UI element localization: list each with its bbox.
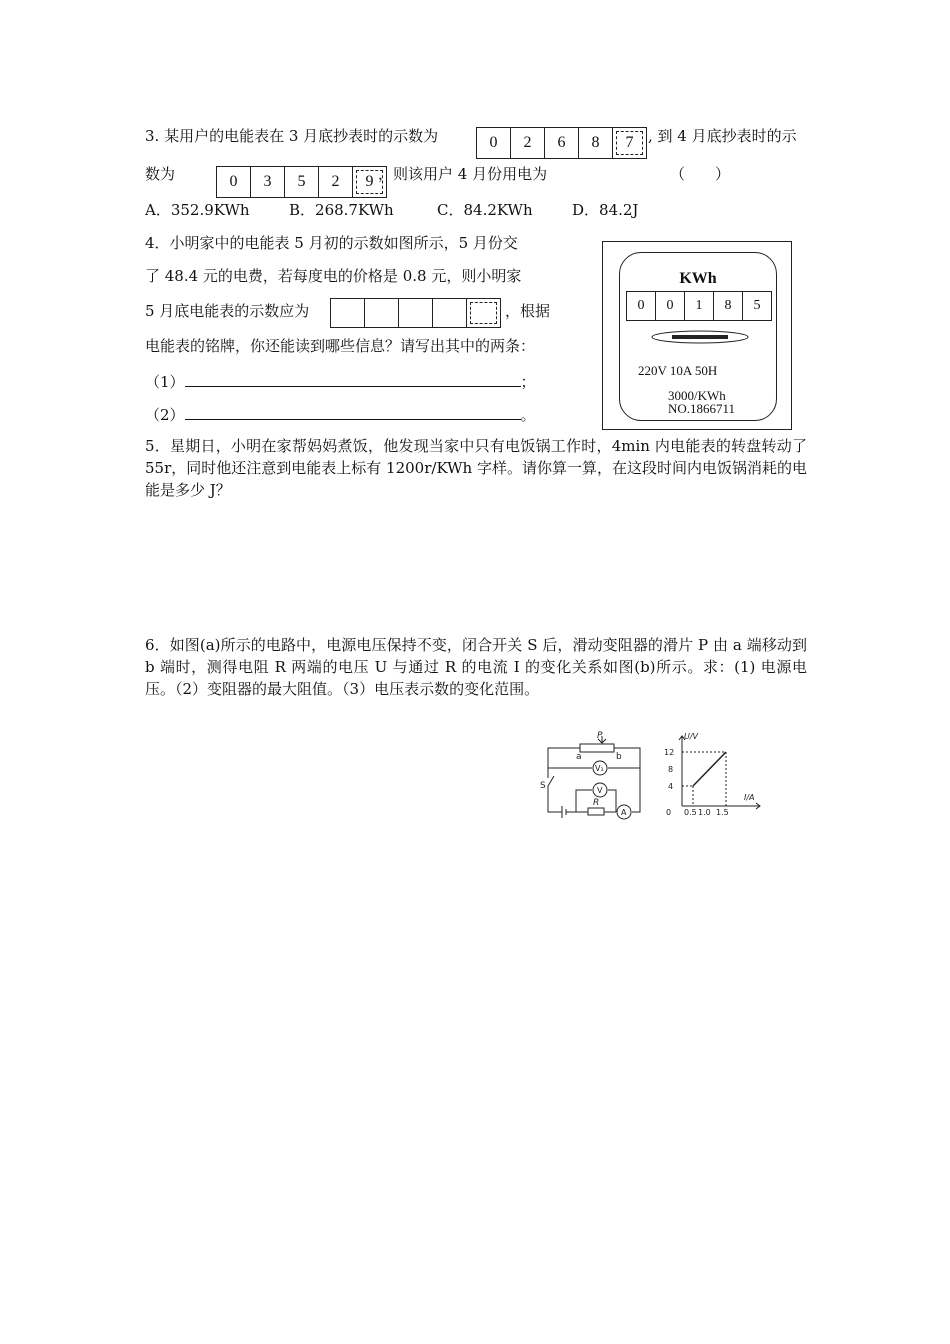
label-p: P bbox=[597, 731, 603, 741]
label-v: V bbox=[597, 786, 603, 795]
x-axis-label: I/A bbox=[744, 793, 755, 802]
option-a: A．352.9KWh bbox=[145, 201, 250, 219]
q4-answer-2 bbox=[145, 403, 536, 425]
digit: 8 bbox=[714, 292, 743, 320]
meter-unit: KWh bbox=[679, 270, 717, 287]
blank-digit[interactable] bbox=[365, 299, 399, 327]
march-meter-reading bbox=[476, 127, 647, 159]
decimal-digit: 7 bbox=[613, 128, 646, 158]
q3-line2-prefix: 数为 bbox=[145, 165, 176, 183]
label-r: R bbox=[593, 798, 600, 808]
item-end: 。 bbox=[520, 406, 536, 424]
label-a: a bbox=[576, 752, 582, 762]
label-ammeter: A bbox=[621, 808, 627, 817]
q4-line3-prefix: 5 月底电能表的示数应为 bbox=[145, 302, 310, 320]
meter-digits bbox=[626, 291, 772, 321]
electric-meter-figure bbox=[602, 241, 792, 430]
meter-serial: NO.1866711 bbox=[668, 401, 736, 416]
meter-face bbox=[619, 252, 777, 421]
q4-line2: 了 48.4 元的电费，若每度电的价格是 0.8 元，则小明家 bbox=[145, 267, 522, 285]
digit: 0 bbox=[477, 128, 511, 158]
q6-text: 6．如图(a)所示的电路中，电源电压保持不变，闭合开关 S 后，滑动变阻器的滑片 P 由 a 端移动到 b 端时，测得电阻 R 两端的电压 U 与通过 R 的电流 I 的变化关系如图(b)所示。求：(1) 电源电压。（2）变阻器的最大阻值。（3）电压表示数的变化范围。 bbox=[145, 636, 807, 698]
digit: 1 bbox=[685, 292, 714, 320]
q4-line1: 4．小明家中的电能表 5 月初的示数如图所示，5 月份交 bbox=[145, 234, 518, 252]
q5-text: 5．星期日，小明在家帮妈妈煮饭，他发现当家中只有电饭锅工作时，4min 内电能表的转盘转动了 55r，同时他还注意到电能表上标有 1200r/KWh 字样。请你算一算，在这段时间内电饭锅消耗的电能是多少 J？ bbox=[145, 437, 807, 499]
q3-line1-suffix: , 到 4 月底抄表时的示 bbox=[648, 127, 797, 145]
blank-digit[interactable] bbox=[433, 299, 467, 327]
meter-spec-voltage: 220V 10A 50H bbox=[638, 363, 718, 378]
x-tick: 0.5 bbox=[684, 808, 697, 817]
digit: 6 bbox=[545, 128, 579, 158]
y-tick: 4 bbox=[668, 782, 674, 791]
answer-blank-1[interactable] bbox=[185, 370, 521, 387]
q4-answer-1 bbox=[145, 370, 536, 392]
item-label: （2） bbox=[145, 406, 185, 424]
option-d: D．84.2J bbox=[572, 201, 639, 219]
digit: 2 bbox=[511, 128, 545, 158]
x-tick: 1.5 bbox=[716, 808, 729, 817]
meter-dial-icon bbox=[650, 329, 750, 345]
label-v1: V₁ bbox=[595, 764, 604, 773]
blank-decimal-digit[interactable] bbox=[467, 299, 500, 327]
option-c: C．84.2KWh bbox=[437, 201, 533, 219]
item-end: ； bbox=[520, 373, 536, 391]
q4-line4: 电能表的铭牌，你还能读到哪些信息？请写出其中的两条： bbox=[145, 337, 536, 355]
decimal-digit: 9 bbox=[353, 167, 386, 197]
digit: 8 bbox=[579, 128, 613, 158]
y-tick: 8 bbox=[668, 765, 674, 774]
meter-spec-revs: 3000/KWh bbox=[668, 388, 726, 403]
digit: 0 bbox=[627, 292, 656, 320]
digit: 2 bbox=[319, 167, 353, 197]
decimal-digit: 5 bbox=[753, 298, 761, 313]
item-label: （1） bbox=[145, 373, 185, 391]
april-meter-reading bbox=[216, 166, 387, 198]
label-b: b bbox=[616, 752, 622, 762]
q4-line3-suffix: ，根据 bbox=[505, 302, 551, 320]
digit: 5 bbox=[285, 167, 319, 197]
label-s: S bbox=[540, 781, 546, 791]
blank-digit[interactable] bbox=[399, 299, 433, 327]
y-tick: 12 bbox=[664, 748, 675, 757]
circuit-diagram bbox=[540, 728, 650, 820]
origin-label: 0 bbox=[666, 808, 672, 817]
answer-bracket: （ ） bbox=[670, 165, 731, 183]
answer-meter-boxes[interactable] bbox=[330, 298, 501, 328]
digit: 0 bbox=[217, 167, 251, 197]
answer-blank-2[interactable] bbox=[185, 403, 521, 420]
digit: 0 bbox=[656, 292, 685, 320]
u-i-graph bbox=[660, 728, 770, 820]
y-axis-label: U/V bbox=[684, 732, 699, 741]
digit: 3 bbox=[251, 167, 285, 197]
q3-line1-prefix: 3. 某用户的电能表在 3 月底抄表时的示数为 bbox=[145, 127, 439, 145]
x-tick: 1.0 bbox=[698, 808, 711, 817]
blank-digit[interactable] bbox=[331, 299, 365, 327]
option-b: B．268.7KWh bbox=[289, 201, 394, 219]
q3-line2-suffix: ，则该用户 4 月份用电为 bbox=[378, 165, 548, 183]
